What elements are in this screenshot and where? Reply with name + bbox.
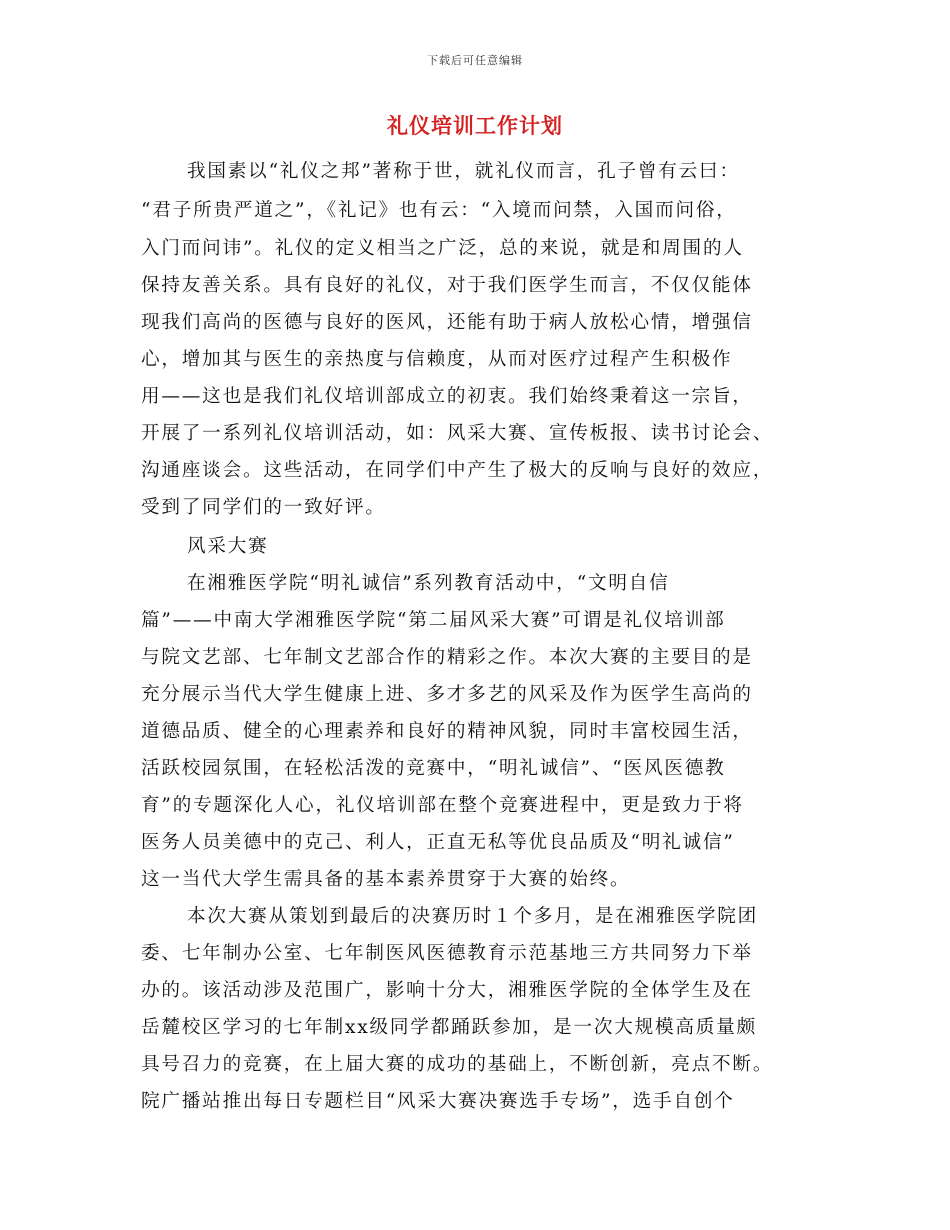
text-line: 岳麓校区学习的七年制xx级同学都踊跃参加，是一次大规模高质量颇 (141, 1017, 757, 1038)
text-line: 办的。该活动涉及范围广，影响十分大，湘雅医学院的全体学生及在 (141, 980, 753, 1001)
text-line: 本次大赛从策划到最后的决赛历时１个多月，是在湘雅医学院团 (187, 906, 759, 927)
text-line: 受到了同学们的一致好评。 (141, 497, 386, 518)
text-line: 道德品质、健全的心理素养和良好的精神风貌，同时丰富校园生活， (141, 721, 753, 742)
text-line: 沟通座谈会。这些活动，在同学们中产生了极大的反响与良好的效应， (141, 460, 774, 481)
section-heading: 风采大赛 (187, 536, 269, 557)
text-line: 开展了一系列礼仪培训活动，如：风采大赛、宣传板报、读书讨论会、 (141, 423, 774, 444)
text-line: 这一当代大学生需具备的基本素养贯穿于大赛的始终。 (141, 869, 631, 890)
text-line: 活跃校园氛围，在轻松活泼的竞赛中，“明礼诚信”、“医风医德教 (141, 758, 726, 779)
text-line: 用——这也是我们礼仪培训部成立的初衷。我们始终秉着这一宗旨， (141, 386, 753, 407)
text-line: 院广播站推出每日专题栏目“风采大赛决赛选手专场”，选手自创个 (141, 1091, 735, 1112)
text-line: 在湘雅医学院“明礼诚信”系列教育活动中，“文明自信 (187, 573, 670, 594)
text-line: 委、七年制办公室、七年制医风医德教育示范基地三方共同努力下举 (141, 943, 753, 964)
page-header-note: 下载后可任意编辑 (427, 54, 523, 67)
text-line: 保持友善关系。具有良好的礼仪，对于我们医学生而言，不仅仅能体 (141, 275, 753, 296)
text-line: 入门而问讳”。礼仪的定义相当之广泛，总的来说，就是和周围的人 (141, 238, 744, 259)
document-title: 礼仪培训工作计划 (387, 113, 563, 138)
text-line: 与院文艺部、七年制文艺部合作的精彩之作。本次大赛的主要目的是 (141, 647, 753, 668)
text-line: 具号召力的竞赛，在上届大赛的成功的基础上，不断创新，亮点不断。 (141, 1054, 774, 1075)
text-line: 心，增加其与医生的亲热度与信赖度，从而对医疗过程产生积极作 (141, 349, 733, 370)
text-line: 我国素以“礼仪之邦”著称于世，就礼仪而言，孔子曾有云曰： (187, 161, 740, 182)
text-line: 现我们高尚的医德与良好的医风，还能有助于病人放松心情，增强信 (141, 312, 753, 333)
text-line: 医务人员美德中的克己、利人，正直无私等优良品质及“明礼诚信” (141, 832, 735, 853)
text-line: 育”的专题深化人心，礼仪培训部在整个竞赛进程中，更是致力于将 (141, 795, 744, 816)
text-line: “君子所贵严道之”，《礼记》也有云：“入境而问禁，入国而问俗， (141, 200, 737, 221)
text-line: 篇”——中南大学湘雅医学院“第二届风采大赛”可谓是礼仪培训部 (141, 610, 726, 631)
text-line: 充分展示当代大学生健康上进、多才多艺的风采及作为医学生高尚的 (141, 684, 753, 705)
